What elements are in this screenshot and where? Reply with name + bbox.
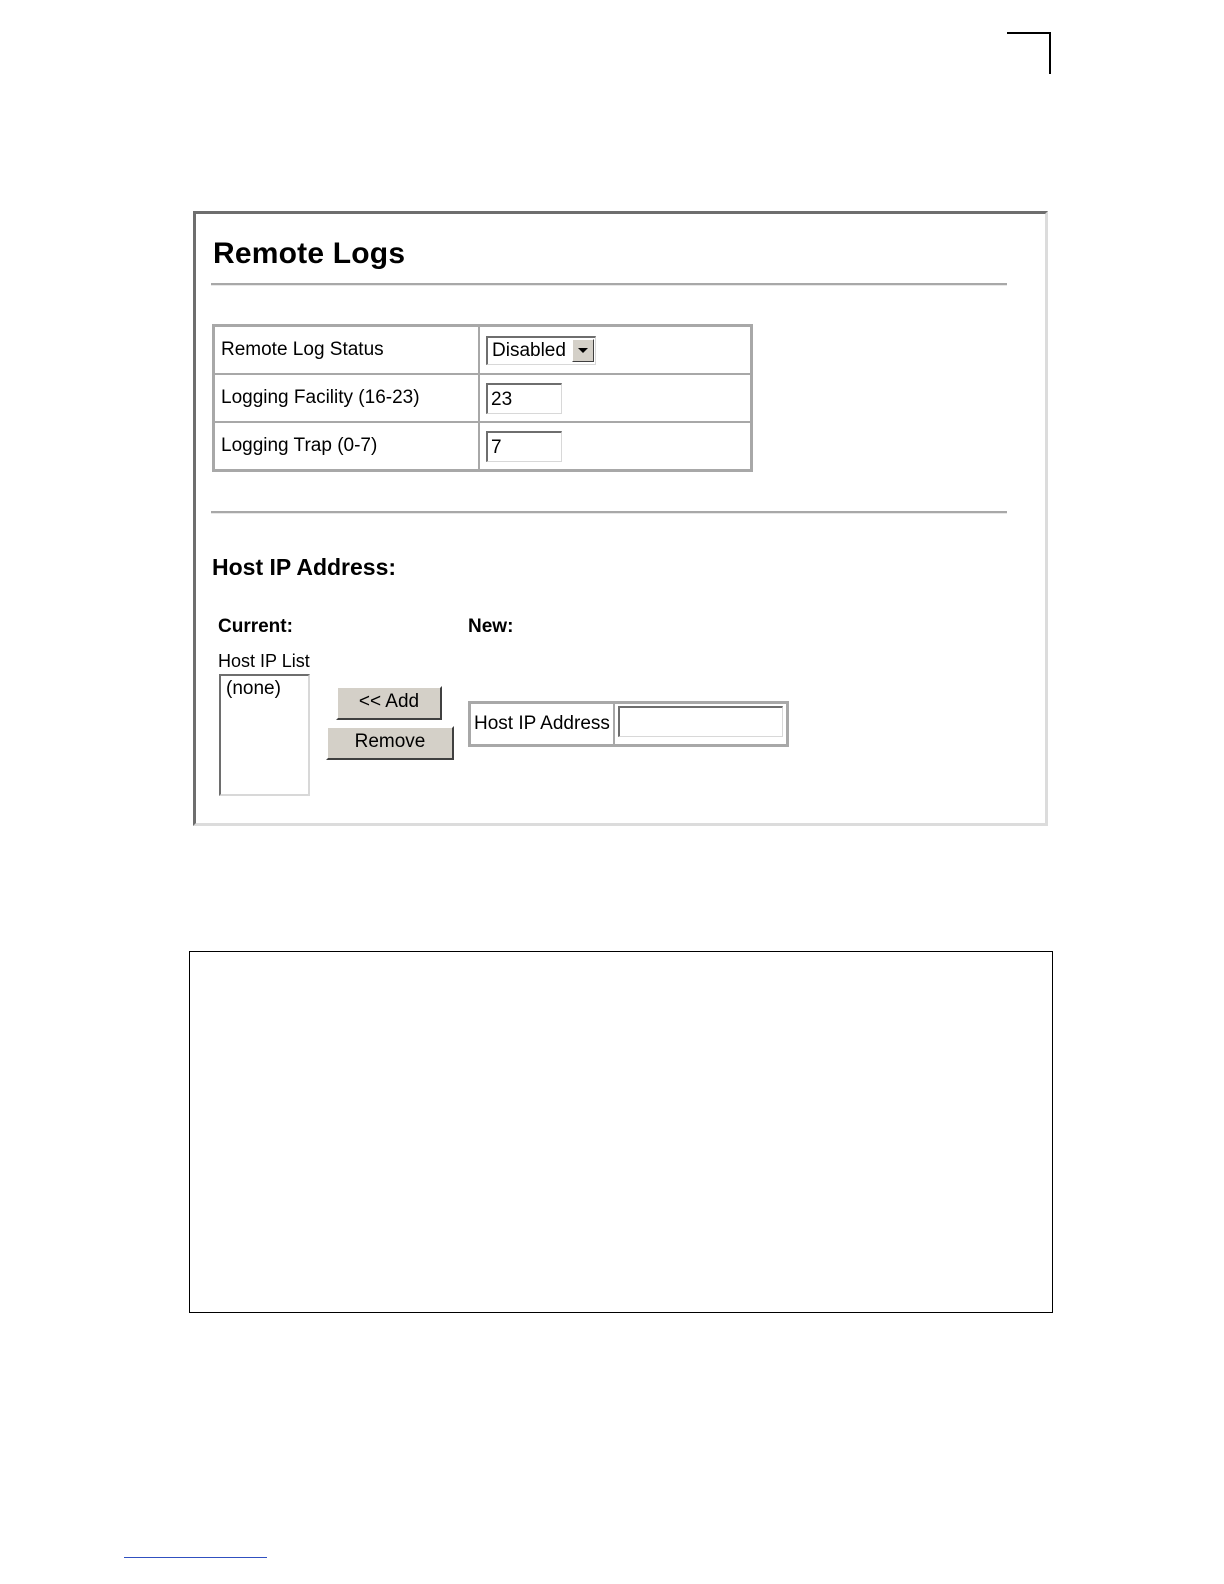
table-row bbox=[470, 703, 787, 745]
divider bbox=[211, 511, 1007, 514]
logging-trap-label: Logging Trap (0-7) bbox=[214, 422, 479, 470]
settings-table bbox=[212, 324, 753, 472]
footer-rule bbox=[124, 1557, 267, 1558]
logging-facility-label: Logging Facility (16-23) bbox=[214, 374, 479, 422]
add-button[interactable]: << Add bbox=[336, 686, 442, 720]
table-row bbox=[214, 374, 751, 422]
host-ip-section-title: Host IP Address: bbox=[212, 554, 397, 580]
logging-trap-input[interactable]: 7 bbox=[486, 431, 562, 462]
host-ip-listbox[interactable] bbox=[219, 674, 310, 796]
host-ip-address-input[interactable] bbox=[618, 706, 783, 737]
remote-log-status-cell bbox=[479, 326, 751, 374]
host-ip-address-cell bbox=[614, 703, 787, 745]
table-row bbox=[214, 326, 751, 374]
logging-facility-input[interactable]: 23 bbox=[486, 383, 562, 414]
host-ip-address-label: Host IP Address bbox=[470, 703, 614, 745]
list-item[interactable]: (none) bbox=[226, 678, 281, 699]
crop-mark-vertical bbox=[1049, 32, 1051, 74]
crop-mark-horizontal bbox=[1007, 32, 1051, 34]
remote-logs-panel bbox=[193, 211, 1048, 826]
current-heading: Current: bbox=[218, 616, 293, 637]
chevron-down-icon[interactable] bbox=[572, 339, 594, 362]
table-row bbox=[214, 422, 751, 470]
remote-log-status-value: Disabled bbox=[492, 339, 566, 361]
remote-log-status-select[interactable] bbox=[486, 336, 596, 365]
new-heading: New: bbox=[468, 616, 514, 637]
new-host-table bbox=[468, 701, 789, 747]
logging-facility-cell bbox=[479, 374, 751, 422]
page-title: Remote Logs bbox=[213, 237, 406, 270]
host-ip-list-label: Host IP List bbox=[218, 651, 310, 671]
remove-button[interactable]: Remove bbox=[326, 726, 454, 760]
logging-trap-cell bbox=[479, 422, 751, 470]
empty-box bbox=[189, 951, 1053, 1313]
remote-log-status-label: Remote Log Status bbox=[214, 326, 479, 374]
divider bbox=[211, 283, 1007, 286]
